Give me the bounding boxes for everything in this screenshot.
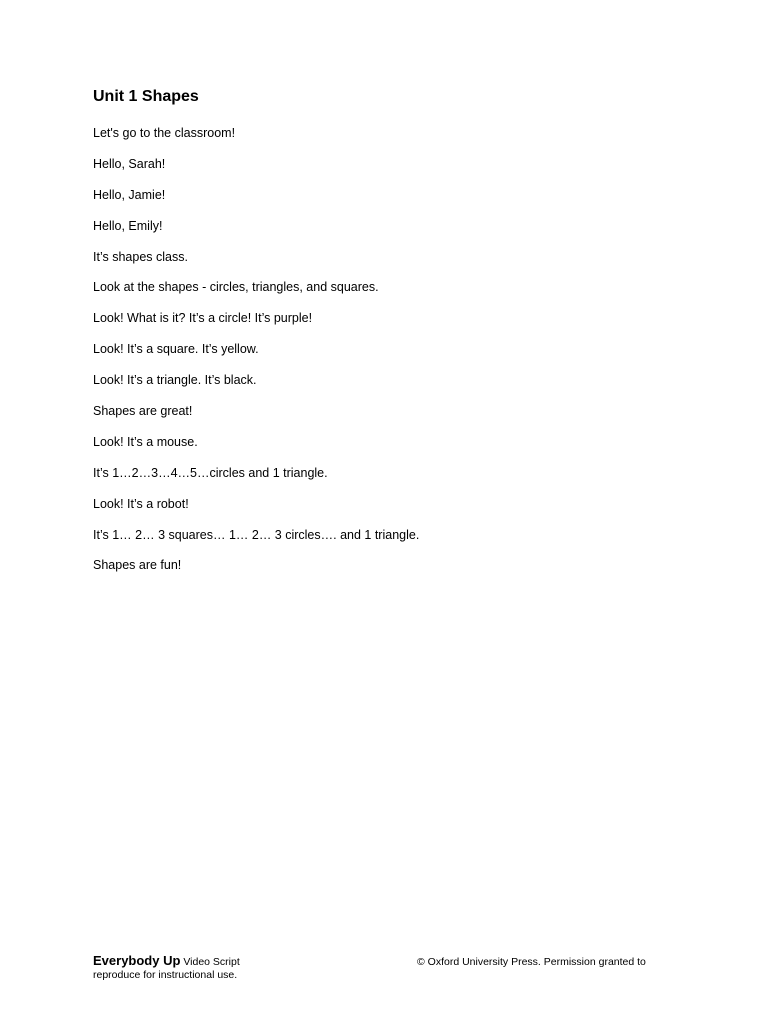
page-title: Unit 1 Shapes bbox=[93, 88, 199, 105]
script-line: Shapes are great! bbox=[93, 404, 193, 419]
script-line: It’s 1… 2… 3 squares… 1… 2… 3 circles…. and 1 triangle. bbox=[93, 527, 420, 542]
script-line: Look! It’s a mouse. bbox=[93, 434, 198, 449]
footer-copyright: © Oxford University Press. Permission granted to bbox=[417, 956, 646, 968]
script-line: Look! It’s a robot! bbox=[93, 496, 189, 511]
script-line: Hello, Sarah! bbox=[93, 156, 166, 171]
script-lines bbox=[93, 125, 419, 588]
script-line: Look! It’s a triangle. It’s black. bbox=[93, 373, 257, 388]
footer-brand: Everybody Up bbox=[93, 953, 181, 968]
footer-continuation: reproduce for instructional use. bbox=[93, 969, 238, 981]
script-line: Look! What is it? It’s a circle! It’s purple! bbox=[93, 311, 313, 326]
script-line: It’s 1…2…3…4…5…circles and 1 triangle. bbox=[93, 465, 328, 480]
script-line: Let's go to the classroom! bbox=[93, 126, 236, 140]
script-line: Hello, Jamie! bbox=[93, 187, 166, 202]
script-line: Look! It’s a square. It’s yellow. bbox=[93, 342, 259, 357]
script-line: Shapes are fun! bbox=[93, 558, 182, 573]
script-line: Hello, Emily! bbox=[93, 218, 163, 233]
footer-left bbox=[93, 954, 413, 982]
footer-label: Video Script bbox=[183, 956, 240, 968]
script-line: Look at the shapes - circles, triangles, and squares. bbox=[93, 280, 379, 295]
script-line: It’s shapes class. bbox=[93, 249, 188, 264]
